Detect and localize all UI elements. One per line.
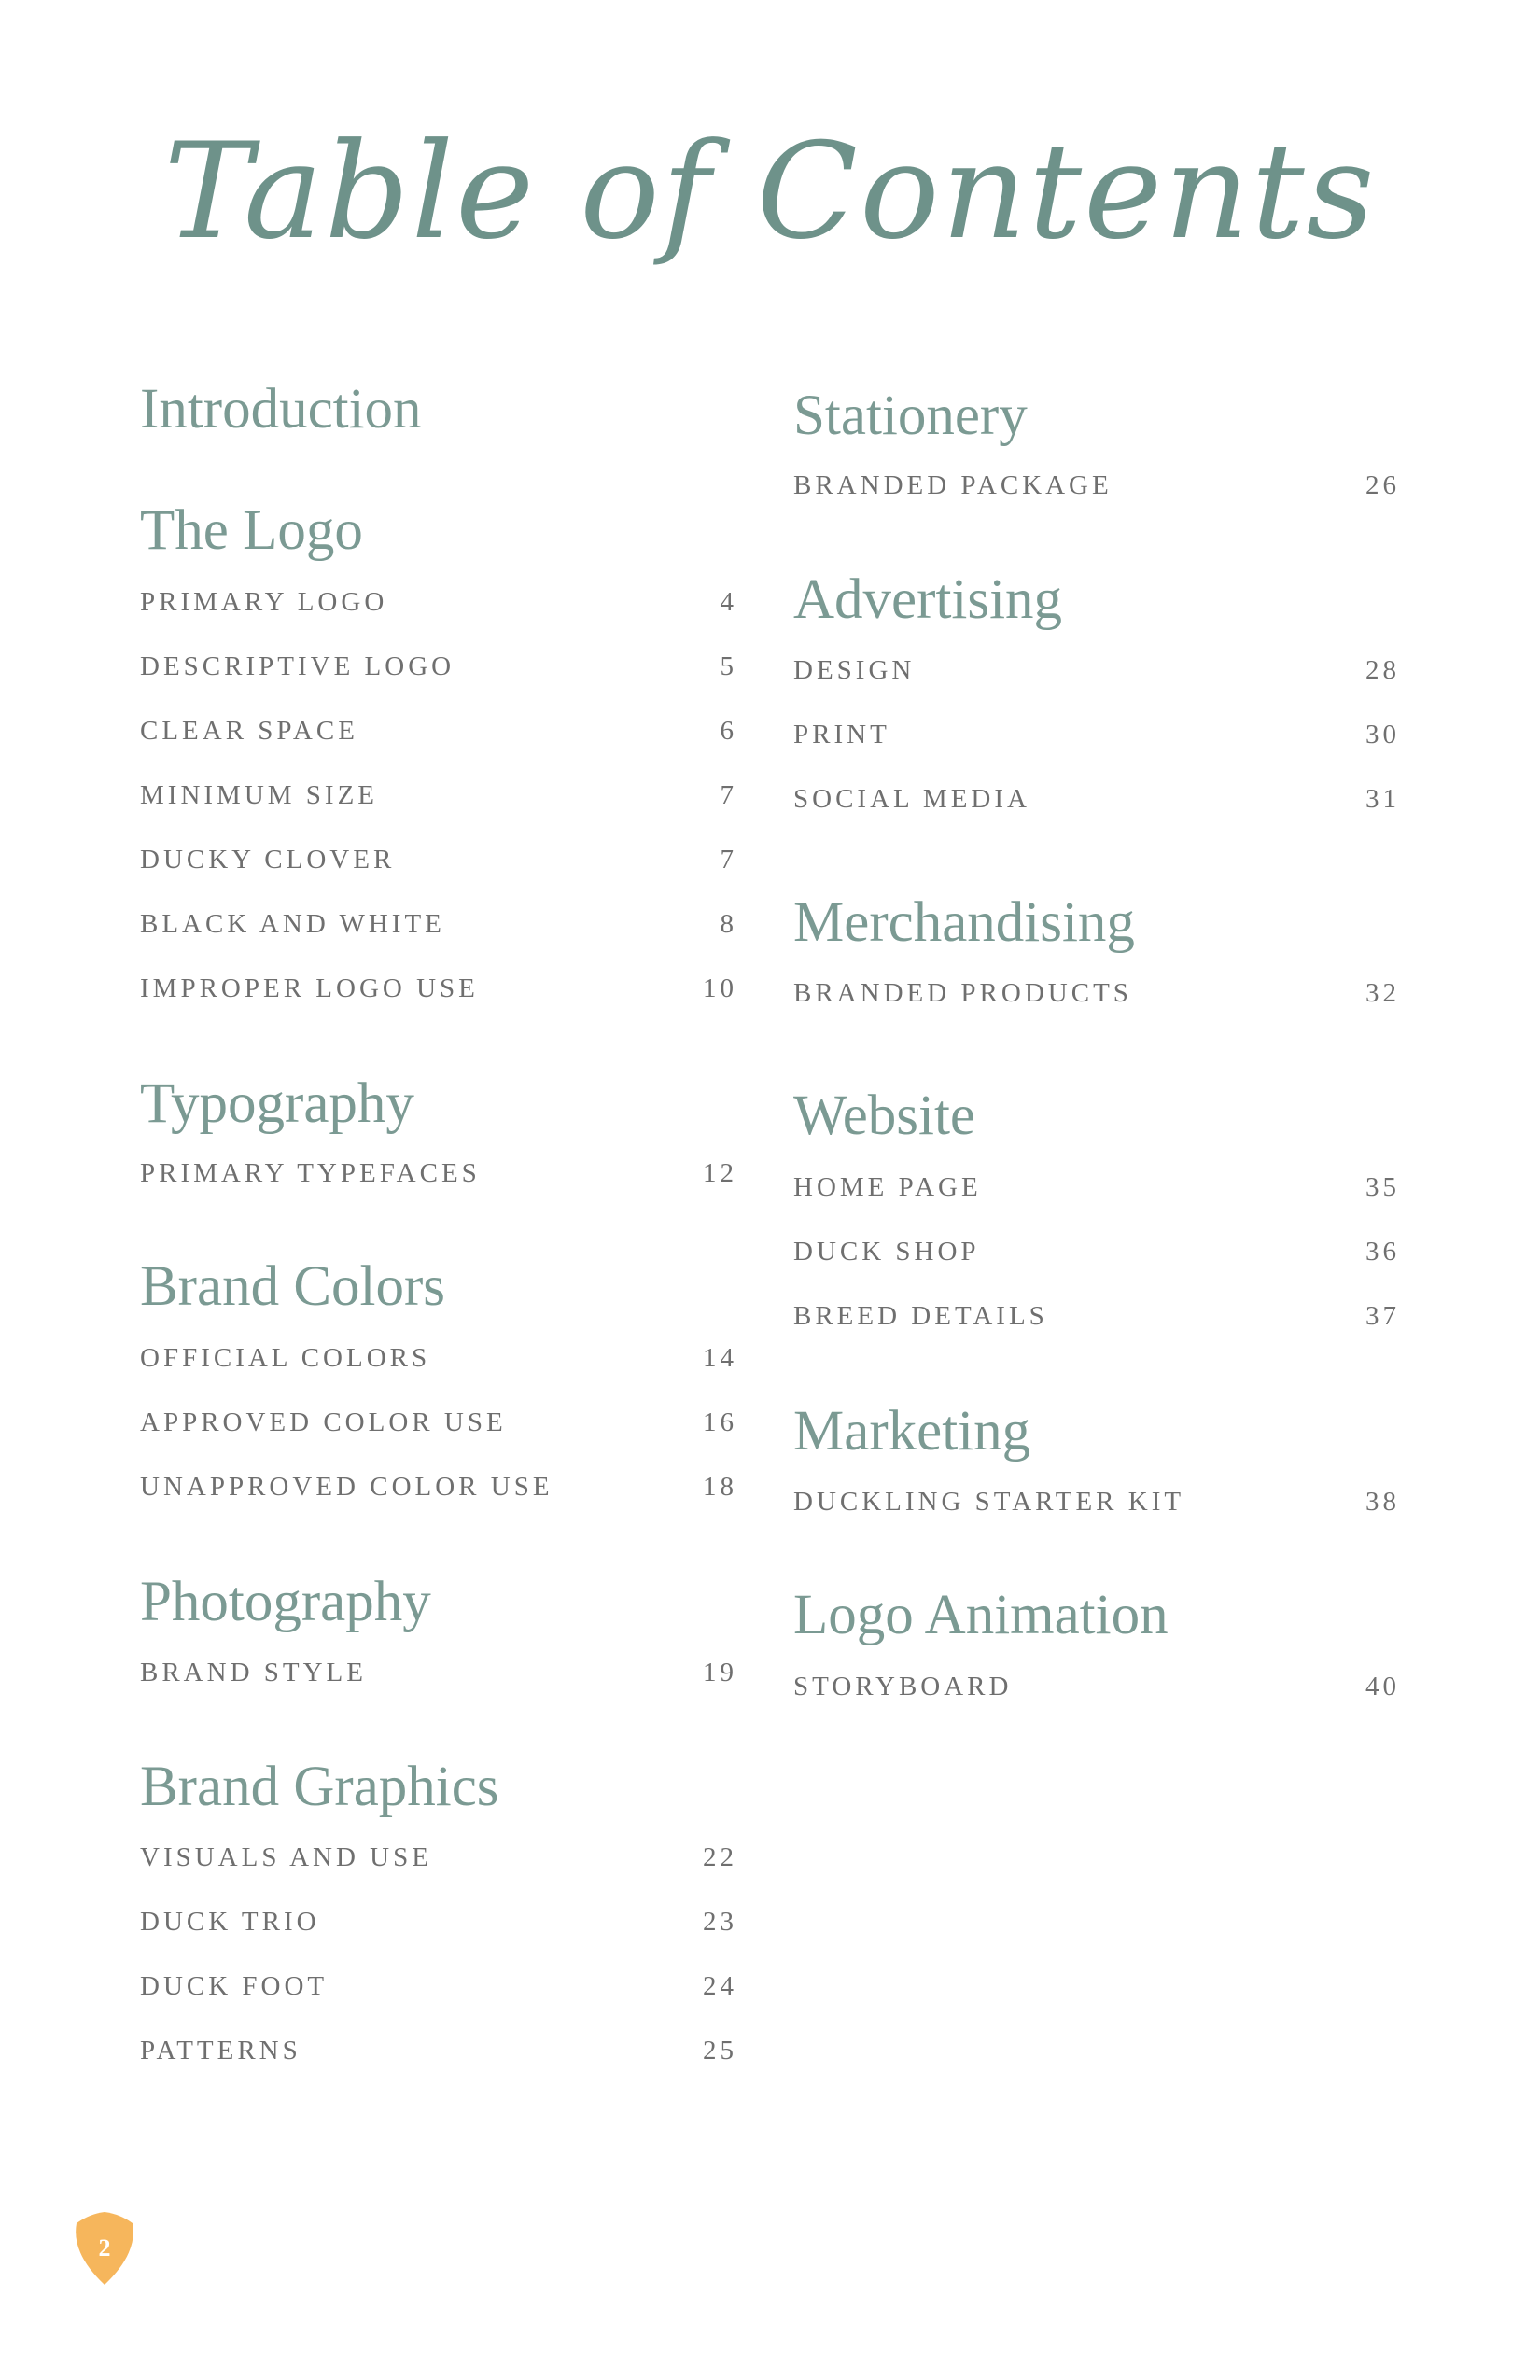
entry-label: SOCIAL MEDIA: [793, 784, 1030, 814]
toc-entry[interactable]: [793, 780, 1400, 818]
entry-label: BRANDED PRODUCTS: [793, 978, 1132, 1008]
page-number: 2: [98, 2234, 111, 2261]
entry-page: 8: [720, 909, 737, 939]
toc-entry[interactable]: [793, 1483, 1400, 1520]
entry-label: IMPROPER LOGO USE: [140, 973, 479, 1003]
entry-page: 28: [1365, 655, 1400, 685]
entry-label: BREED DETAILS: [793, 1301, 1048, 1331]
toc-entry[interactable]: [140, 1839, 737, 1876]
section-title-photography[interactable]: Photography: [140, 1571, 431, 1633]
entry-label: DUCKLING STARTER KIT: [793, 1487, 1185, 1517]
entry-label: BRAND STYLE: [140, 1658, 367, 1687]
entry-label: STORYBOARD: [793, 1672, 1013, 1701]
entry-page: 6: [720, 716, 737, 746]
entry-label: DUCK FOOT: [140, 1971, 329, 2001]
section-title-brand-colors[interactable]: Brand Colors: [140, 1255, 446, 1318]
toc-entry[interactable]: [140, 1967, 737, 2005]
section-title-stationery[interactable]: Stationery: [793, 385, 1028, 447]
toc-entry[interactable]: [793, 1297, 1400, 1335]
toc-entry[interactable]: [140, 970, 737, 1007]
toc-entry[interactable]: [140, 648, 737, 685]
entry-label: PRIMARY LOGO: [140, 587, 388, 617]
entry-label: VISUALS AND USE: [140, 1842, 432, 1872]
toc-entry[interactable]: [793, 1668, 1400, 1705]
entry-page: 32: [1365, 978, 1400, 1008]
section-title-typography[interactable]: Typography: [140, 1072, 414, 1135]
entry-page: 14: [703, 1343, 737, 1373]
entry-label: DUCKY CLOVER: [140, 845, 396, 875]
toc-entry[interactable]: [793, 1169, 1400, 1206]
entry-page: 26: [1365, 470, 1400, 500]
entry-label: UNAPPROVED COLOR USE: [140, 1472, 553, 1502]
section-title-logo[interactable]: The Logo: [140, 499, 363, 562]
entry-page: 23: [703, 1907, 737, 1937]
section-title-marketing[interactable]: Marketing: [793, 1400, 1031, 1463]
entry-label: APPROVED COLOR USE: [140, 1407, 507, 1437]
toc-entry[interactable]: [793, 1233, 1400, 1270]
section-title-logo-animation[interactable]: Logo Animation: [793, 1584, 1169, 1646]
section-title-advertising[interactable]: Advertising: [793, 568, 1063, 631]
entry-page: 18: [703, 1472, 737, 1502]
toc-entry[interactable]: [140, 1468, 737, 1505]
entry-page: 12: [703, 1158, 737, 1188]
entry-page: 5: [720, 651, 737, 681]
entry-page: 24: [703, 1971, 737, 2001]
toc-entry[interactable]: [140, 1903, 737, 1940]
entry-page: 10: [703, 973, 737, 1003]
toc-entry[interactable]: [140, 583, 737, 621]
entry-page: 16: [703, 1407, 737, 1437]
entry-page: 7: [720, 780, 737, 810]
toc-entry[interactable]: [793, 467, 1400, 504]
entry-label: DUCK TRIO: [140, 1907, 320, 1937]
toc-entry[interactable]: [140, 777, 737, 814]
toc-entry[interactable]: [793, 651, 1400, 689]
entry-label: CLEAR SPACE: [140, 716, 358, 746]
toc-entry[interactable]: [140, 2032, 737, 2069]
entry-page: 19: [703, 1658, 737, 1687]
entry-label: DESIGN: [793, 655, 916, 685]
entry-page: 36: [1365, 1237, 1400, 1267]
entry-page: 25: [703, 2036, 737, 2065]
entry-label: BRANDED PACKAGE: [793, 470, 1113, 500]
toc-entry[interactable]: [140, 1404, 737, 1441]
entry-label: PRINT: [793, 720, 890, 749]
entry-label: HOME PAGE: [793, 1172, 982, 1202]
entry-page: 22: [703, 1842, 737, 1872]
page-title: Table of Contents: [163, 115, 1377, 269]
toc-entry[interactable]: [140, 1339, 737, 1377]
entry-page: 7: [720, 845, 737, 875]
entry-page: 38: [1365, 1487, 1400, 1517]
section-title-website[interactable]: Website: [793, 1085, 975, 1147]
entry-label: MINIMUM SIZE: [140, 780, 379, 810]
toc-entry[interactable]: [140, 1155, 737, 1192]
entry-label: PATTERNS: [140, 2036, 301, 2065]
entry-label: DUCK SHOP: [793, 1237, 980, 1267]
entry-page: 35: [1365, 1172, 1400, 1202]
section-title-introduction[interactable]: Introduction: [140, 378, 422, 441]
entry-page: 40: [1365, 1672, 1400, 1701]
toc-entry[interactable]: [140, 712, 737, 749]
toc-entry[interactable]: [140, 841, 737, 878]
entry-page: 30: [1365, 720, 1400, 749]
section-title-brand-graphics[interactable]: Brand Graphics: [140, 1756, 499, 1818]
entry-page: 37: [1365, 1301, 1400, 1331]
entry-label: PRIMARY TYPEFACES: [140, 1158, 481, 1188]
entry-label: BLACK AND WHITE: [140, 909, 445, 939]
toc-entry[interactable]: [140, 905, 737, 943]
toc-entry[interactable]: [793, 974, 1400, 1012]
entry-label: DESCRIPTIVE LOGO: [140, 651, 455, 681]
toc-entry[interactable]: [793, 716, 1400, 753]
entry-page: 31: [1365, 784, 1400, 814]
entry-page: 4: [720, 587, 737, 617]
section-title-merchandising[interactable]: Merchandising: [793, 891, 1135, 954]
entry-label: OFFICIAL COLORS: [140, 1343, 431, 1373]
toc-entry[interactable]: [140, 1654, 737, 1691]
